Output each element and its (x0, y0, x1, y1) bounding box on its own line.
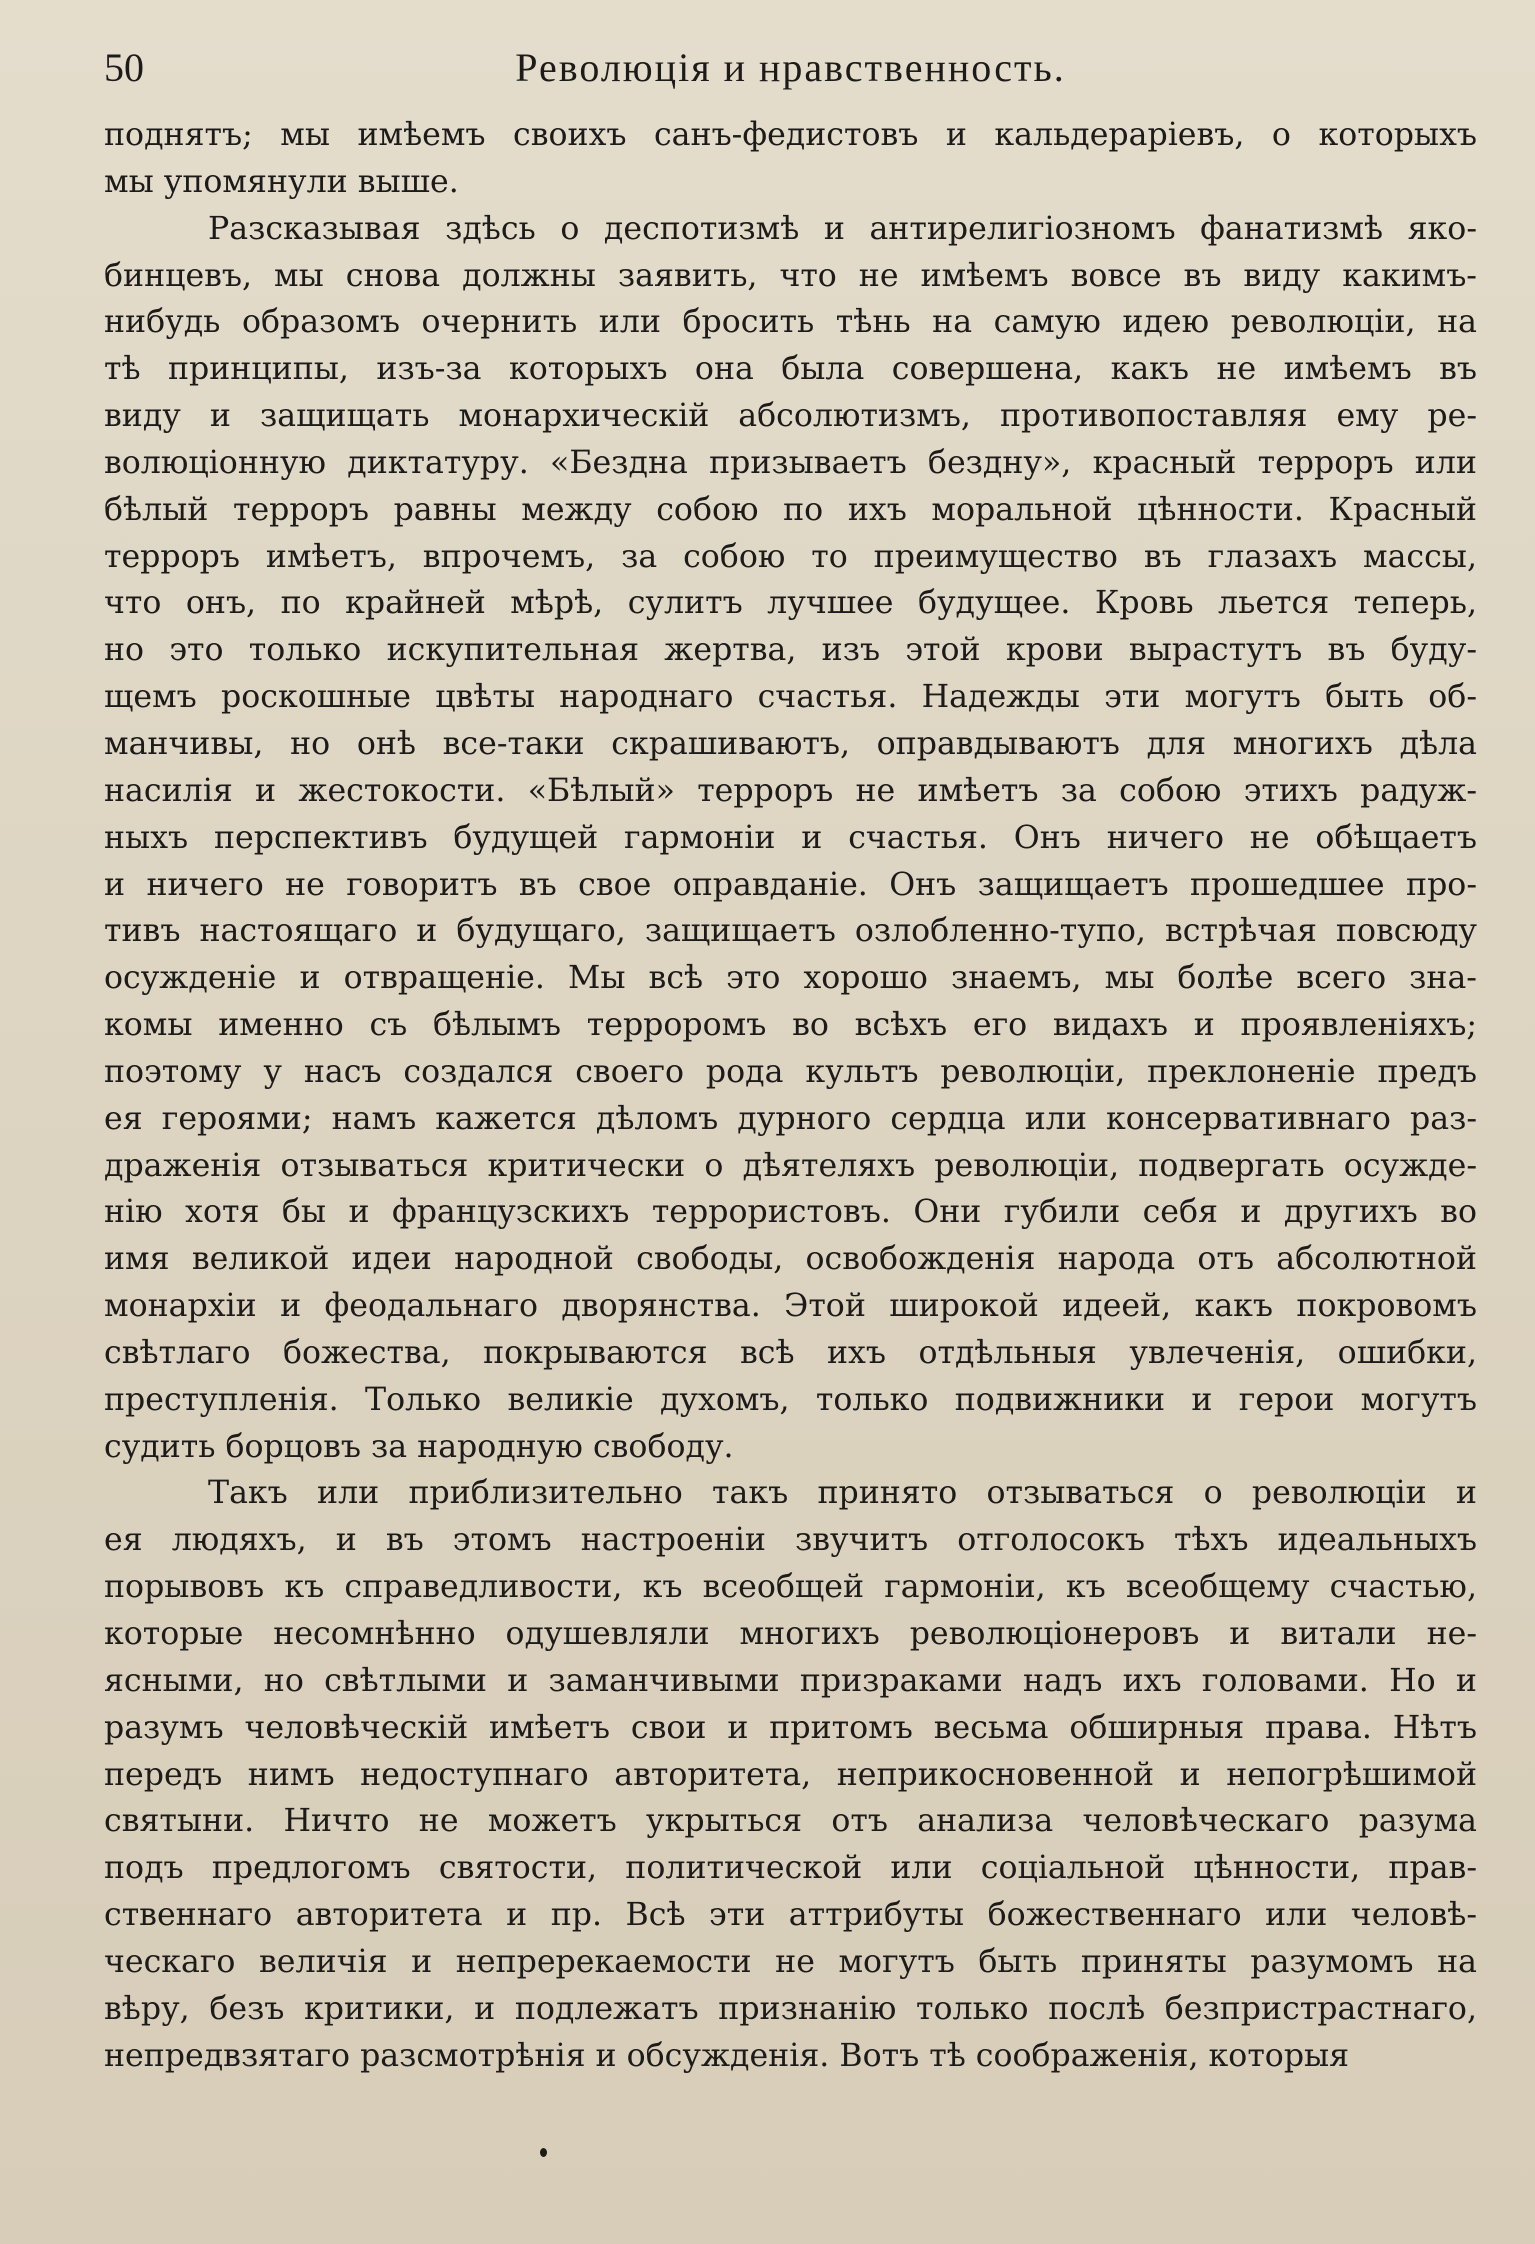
text-line: которые несомнѣнно одушевляли многихъ революціонеровъ и витали не- (104, 1616, 1477, 1652)
text-line: что онъ, по крайней мѣрѣ, сулитъ лучшее будущее. Кровь льется теперь, (104, 585, 1477, 622)
text-line: насилія и жестокости. «Бѣлый» терроръ не имѣетъ за собою этихъ радуж- (104, 772, 1477, 809)
text-line: нію хотя бы и французскихъ террористовъ. Они губили себя и другихъ во (104, 1194, 1477, 1231)
text-line: непредвзятаго разсмотрѣнія и обсужденія. Вотъ тѣ соображенія, которыя (104, 2037, 1350, 2074)
text-line: ея людяхъ, и въ этомъ настроеніи звучитъ отголосокъ тѣхъ идеальныхъ (104, 1522, 1477, 1559)
text-line: комы именно съ бѣлымъ терроромъ во всѣхъ его видахъ и проявленіяхъ; (104, 1007, 1477, 1044)
text-line: бѣлый терроръ равны между собою по ихъ моральной цѣнности. Красный (104, 491, 1477, 528)
paragraph (104, 112, 1477, 206)
text-line: ческаго величія и непререкаемости не могутъ быть приняты разумомъ на (104, 1943, 1477, 1980)
text-line: но это только искупительная жертва, изъ этой крови вырастутъ въ буду- (104, 632, 1477, 669)
text-line: ея героями; намъ кажется дѣломъ дурного сердца или консервативнаго раз- (104, 1100, 1477, 1137)
text-line: поднятъ; мы имѣемъ своихъ санъ-федистовъ и кальдераріевъ, о которыхъ (104, 117, 1477, 153)
text-line: терроръ имѣетъ, впрочемъ, за собою то преимущество въ глазахъ массы, (104, 538, 1477, 575)
text-line: манчивы, но онѣ все-таки скрашиваютъ, оправдываютъ для многихъ дѣла (104, 725, 1477, 762)
paragraph (104, 1470, 1477, 2079)
running-title: Революція и нравственность. (515, 45, 1066, 90)
text-line: свѣтлаго божества, покрываются всѣ ихъ отдѣльныя увлеченія, ошибки, (104, 1334, 1477, 1371)
text-line: ныхъ перспективъ будущей гармоніи и счастья. Онъ ничего не обѣщаетъ (104, 819, 1477, 856)
text-line: поэтому у насъ создался своего рода культъ революціи, преклоненіе предъ (104, 1053, 1477, 1090)
text-line: нибудь образомъ очернить или бросить тѣнь на самую идею революціи, на (104, 304, 1477, 341)
text-line: порывовъ къ справедливости, къ всеобщей гармоніи, къ всеобщему счастью, (104, 1569, 1477, 1606)
text-line: осужденіе и отвращеніе. Мы всѣ это хорошо знаемъ, мы болѣе всего зна- (104, 960, 1477, 997)
text-line: передъ нимъ недоступнаго авторитета, неприкосновенной и непогрѣшимой (104, 1756, 1477, 1793)
text-line: вѣру, безъ критики, и подлежатъ признанію только послѣ безпристрастнаго, (104, 1990, 1477, 2027)
text-line: судить борцовъ за народную свободу. (104, 1428, 734, 1465)
text-line: мы упомянули выше. (104, 163, 459, 200)
text-line: виду и защищать монархическій абсолютизмъ, противопоставляя ему ре- (104, 398, 1477, 435)
page-number: 50 (104, 45, 144, 90)
paragraph (104, 206, 1477, 1471)
running-head (104, 38, 1477, 98)
text-line: имя великой идеи народной свободы, освобожденія народа отъ абсолютной (104, 1241, 1477, 1278)
text-line: драженія отзываться критически о дѣятеляхъ революціи, подвергать осужде- (104, 1147, 1477, 1184)
text-line: щемъ роскошные цвѣты народнаго счастья. Надежды эти могутъ быть об- (104, 679, 1477, 716)
text-line: и ничего не говоритъ въ свое оправданіе. Онъ защищаетъ прошедшее про- (104, 866, 1477, 903)
text-line: волюціонную диктатуру. «Бездна призываетъ бездну», красный терроръ или (104, 444, 1477, 481)
text-line: ственнаго авторитета и пр. Всѣ эти аттрибуты божественнаго или человѣ- (104, 1897, 1477, 1934)
text-line: преступленія. Только великіе духомъ, только подвижники и герои могутъ (104, 1381, 1477, 1418)
text-line: разумъ человѣческій имѣетъ свои и притомъ весьма обширныя права. Нѣтъ (104, 1709, 1477, 1746)
ink-speck (540, 2148, 547, 2157)
text-line: тивъ настоящаго и будущаго, защищаетъ озлобленно-тупо, встрѣчая повсюду (104, 913, 1477, 950)
text-line: бинцевъ, мы снова должны заявить, что не имѣемъ вовсе въ виду какимъ- (104, 257, 1477, 294)
text-line: Разсказывая здѣсь о деспотизмѣ и антирелигіозномъ фанатизмѣ яко- (208, 210, 1477, 247)
text-line: ясными, но свѣтлыми и заманчивыми призраками надъ ихъ головами. Но и (104, 1662, 1477, 1699)
text-line: подъ предлогомъ святости, политической или соціальной цѣнности, прав- (104, 1850, 1477, 1887)
body-text (104, 112, 1477, 2079)
text-line: монархіи и феодальнаго дворянства. Этой широкой идеей, какъ покровомъ (104, 1288, 1477, 1325)
text-line: святыни. Ничто не можетъ укрыться отъ анализа человѣческаго разума (104, 1803, 1477, 1840)
text-line: тѣ принципы, изъ-за которыхъ она была совершена, какъ не имѣемъ въ (104, 351, 1477, 388)
text-line: Такъ или приблизительно такъ принято отзываться о революціи и (208, 1475, 1477, 1512)
